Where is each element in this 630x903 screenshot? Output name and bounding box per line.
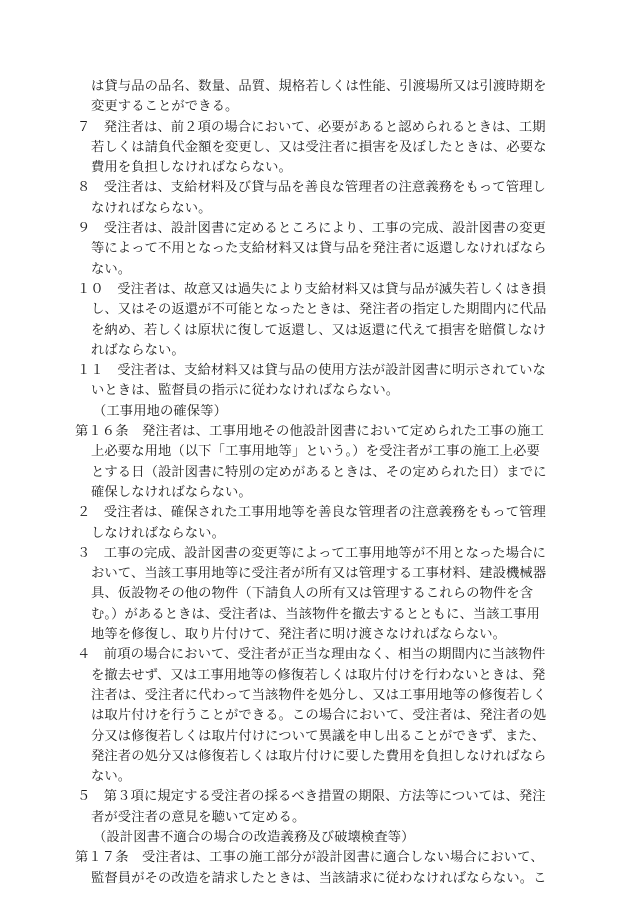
article-16-start: 第１６条 発注者は、工事用地その他設計図書において定められた工事の施工 xyxy=(75,424,544,440)
text-line: おいて、当該工事用地等に受注者が所有又は管理する工事材料、建設機械器 xyxy=(91,566,547,582)
text-line: 監督員がその改造を請求したときは、当該請求に従わなければならない。こ xyxy=(91,870,547,886)
text-line: 若しくは請負代金額を変更し、又は受注者に損害を及ぼしたときは、必要な xyxy=(91,139,547,155)
text-line: む。）があるときは、受注者は、当該物件を撤去するとともに、当該工事用 xyxy=(91,606,540,622)
paragraph-2-start: ２ 受注者は、確保された工事用地等を善良な管理者の注意義務をもって管理 xyxy=(77,505,546,521)
paragraph-9-start: ９ 受注者は、設計図書に定めるところにより、工事の完成、設計図書の変更 xyxy=(77,221,546,237)
text-line: ればならない。 xyxy=(91,342,185,358)
text-line: 変更することができる。 xyxy=(91,99,239,115)
text-line: 上必要な用地（以下「工事用地等」という。）を受注者が工事の施工上必要 xyxy=(91,444,540,460)
text-line: 等によって不用となった支給材料又は貸与品を発注者に返還しなければなら xyxy=(91,241,547,257)
text-line: ない。 xyxy=(91,769,132,785)
text-line: いときは、監督員の指示に従わなければならない。 xyxy=(91,383,400,399)
text-line: を撤去せず、又は工事用地等の修復若しくは取片付けを行わないときは、発 xyxy=(91,667,546,683)
text-line: ない。 xyxy=(91,261,132,277)
paragraph-8-start: ８ 受注者は、支給材料及び貸与品を善良な管理者の注意義務をもって管理し xyxy=(77,180,546,196)
text-line: は貸与品の品名、数量、品質、規格若しくは性能、引渡場所又は引渡時期を xyxy=(91,79,547,94)
paragraph-11-start: １１ 受注者は、支給材料又は貸与品の使用方法が設計図書に明示されていな xyxy=(77,363,546,379)
text-line: は取片付けを行うことができる。この場合において、受注者は、発注者の処 xyxy=(91,708,547,724)
text-line: 分又は修復若しくは取片付けについて異議を申し出ることができず、また、 xyxy=(91,728,546,744)
text-line: なければならない。 xyxy=(91,200,212,216)
paragraph-7-start: ７ 発注者は、前２項の場合において、必要があると認められるときは、工期 xyxy=(77,119,546,135)
section-heading: （設計図書不適合の場合の改造義務及び破壊検査等） xyxy=(93,829,415,845)
paragraph-4-start: ４ 前項の場合において、受注者が正当な理由なく、相当の期間内に当該物件 xyxy=(77,647,546,663)
text-line: し、又はその返還が不可能となったときは、発注者の指定した期間内に代品 xyxy=(91,302,547,318)
paragraph-5-start: ５ 第３項に規定する受注者の採るべき措置の期限、方法等については、発注 xyxy=(77,789,546,805)
text-line: とする日（設計図書に特別の定めがあるときは、その定められた日）までに xyxy=(91,464,547,480)
article-17-start: 第１７条 受注者は、工事の施工部分が設計図書に適合しない場合において、 xyxy=(75,850,544,866)
paragraph-10-start: １０ 受注者は、故意又は過失により支給材料又は貸与品が滅失若しくはき損 xyxy=(77,281,546,297)
text-line: 発注者の処分又は修復若しくは取片付けに要した費用を負担しなければなら xyxy=(91,748,547,764)
text-line: 具、仮設物その他の物件（下請負人の所有又は管理するこれらの物件を含 xyxy=(91,586,534,602)
text-line: 地等を修復し、取り片付けて、発注者に明け渡さなければならない。 xyxy=(91,627,507,643)
text-line: を納め、若しくは原状に復して返還し、又は返還に代えて損害を賠償しなけ xyxy=(91,322,546,338)
text-line: 注者は、受注者に代わって当該物件を処分し、又は工事用地等の修復若しく xyxy=(91,687,547,703)
text-line: 費用を負担しなければならない。 xyxy=(91,160,292,176)
section-heading: （工事用地の確保等） xyxy=(93,403,227,419)
paragraph-3-start: ３ 工事の完成、設計図書の変更等によって工事用地等が不用となった場合に xyxy=(77,545,546,561)
text-line: 者が受注者の意見を聴いて定める。 xyxy=(91,809,306,825)
text-line: しなければならない。 xyxy=(91,525,225,541)
text-line: 確保しなければならない。 xyxy=(91,484,252,500)
